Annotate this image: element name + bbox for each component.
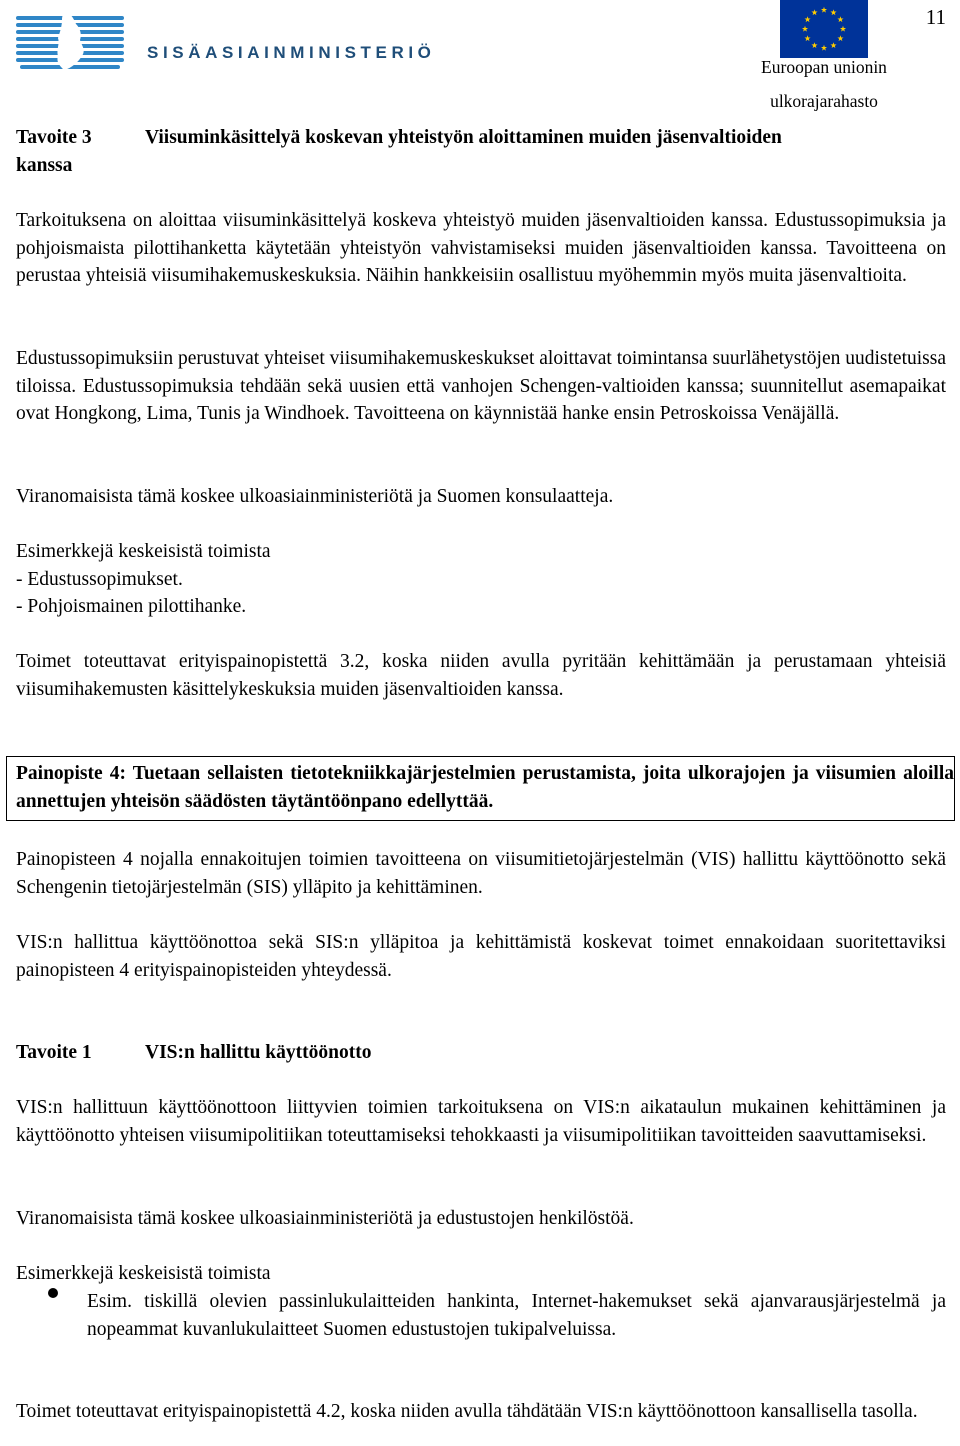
priority4-box-title: Painopiste 4: Tuetaan sellaisten tietotekniikkajärjestelmien perustamista, joita ulkorajojen ja viisumien aloilla annettujen yhteisön säädösten täytäntöönpano edellyttää. — [16, 763, 954, 812]
eu-fund: ulkorajarahasto — [770, 91, 878, 111]
goal1-title: VIS:n hallittu käyttöönotto — [145, 1042, 372, 1063]
priority4-box — [6, 756, 955, 821]
goal1-paragraph-3: Toimet toteuttavat erityispainopistettä 4.2, koska niiden avulla tähdätään VIS:n käyttöönottoon kansallisella tasolla. — [16, 1401, 918, 1422]
goal3-label: Tavoite 3 — [16, 127, 92, 148]
goal3-example-item: - Edustussopimukset. — [16, 569, 183, 590]
goal3-paragraph-2: Edustussopimuksiin perustuvat yhteiset viisumihakemuskeskukset aloittavat toimintansa suurlähetystöjen uudistetuissa tiloissa. Edustussopimuksia tehdään sekä uusien että vanhojen Schengen-valtioiden kanssa; suunnitellut asemapaikat ovat Hongkong, Lima, Tunis ja Windhoek. Tavoitteena on käynnistää hanke ensin Petroskoissa Venäjällä. — [16, 348, 946, 424]
priority4-paragraph-2: VIS:n hallittua käyttöönottoa sekä SIS:n ylläpitoa ja kehittämistä koskevat toimet ennakoidaan suoritettaviksi painopisteen 4 erityispainopisteiden yhteydessä. — [16, 932, 946, 981]
eu-name: Euroopan unionin — [761, 57, 887, 77]
finland-map-emblem-icon — [16, 10, 124, 74]
ministry-name: SISÄASIAINMINISTERIÖ — [147, 43, 436, 62]
goal3-paragraph-1: Tarkoituksena on aloittaa viisuminkäsittelyä koskeva yhteistyö muiden jäsenvaltioiden kanssa. Edustussopimuksia ja pohjoismaista pilottihanketta käytetään yhteistyön vahvistamiseksi muiden jäsenvaltioiden kanssa. Tavoitteena on perustaa yhteisiä viisumihakemuskeskuksia. Näihin hankkeisiin osallistuu myöhemmin myös muita jäsenvaltioita. — [16, 210, 946, 286]
goal1-label: Tavoite 1 — [16, 1042, 92, 1063]
goal1-paragraph-2: Viranomaisista tämä koskee ulkoasiainministeriötä ja edustustojen henkilöstöä. — [16, 1208, 634, 1229]
goal3-title: Viisuminkäsittelyä koskevan yhteistyön aloittaminen muiden jäsenvaltioiden — [145, 127, 782, 148]
goal3-examples-heading: Esimerkkejä keskeisistä toimista — [16, 541, 271, 562]
eu-flag-icon — [780, 0, 868, 58]
goal3-paragraph-4: Toimet toteuttavat erityispainopistettä 3.2, koska niiden avulla pyritään kehittämään ja perustamaan yhteisiä viisumihakemusten käsittelykeskuksia muiden jäsenvaltioiden kanssa. — [16, 651, 946, 700]
ministry-logo — [16, 10, 436, 74]
goal3-paragraph-3: Viranomaisista tämä koskee ulkoasiainministeriötä ja Suomen konsulaatteja. — [16, 486, 614, 507]
goal1-examples-heading: Esimerkkejä keskeisistä toimista — [16, 1263, 271, 1284]
priority4-paragraph-1: Painopisteen 4 nojalla ennakoitujen toimien tavoitteena on viisumitietojärjestelmän (VIS) hallittu käyttöönotto sekä Schengenin tietojärjestelmän (SIS) ylläpito ja kehittäminen. — [16, 849, 946, 898]
goal1-bullet-item: Esim. tiskillä olevien passinlukulaitteiden hankinta, Internet-hakemukset sekä ajanvarausjärjestelmä ja nopeammat kuvanlukulaitteet Suomen edustustojen tukipalveluissa. — [87, 1291, 946, 1340]
page-number: 11 — [925, 5, 946, 29]
goal1-paragraph-1: VIS:n hallittuun käyttöönottoon liittyvien toimien tarkoituksena on VIS:n aikataulun mukainen kehittäminen ja käyttöönotto yhteisen viisumipolitiikan toteuttamiseksi tehokkaasti ja viisumipolitiikan tavoitteiden saavuttamiseksi. — [16, 1097, 946, 1146]
bullet-icon — [48, 1288, 58, 1298]
goal3-example-item: - Pohjoismainen pilottihanke. — [16, 596, 247, 617]
goal3-label-cont: kanssa — [16, 155, 73, 176]
